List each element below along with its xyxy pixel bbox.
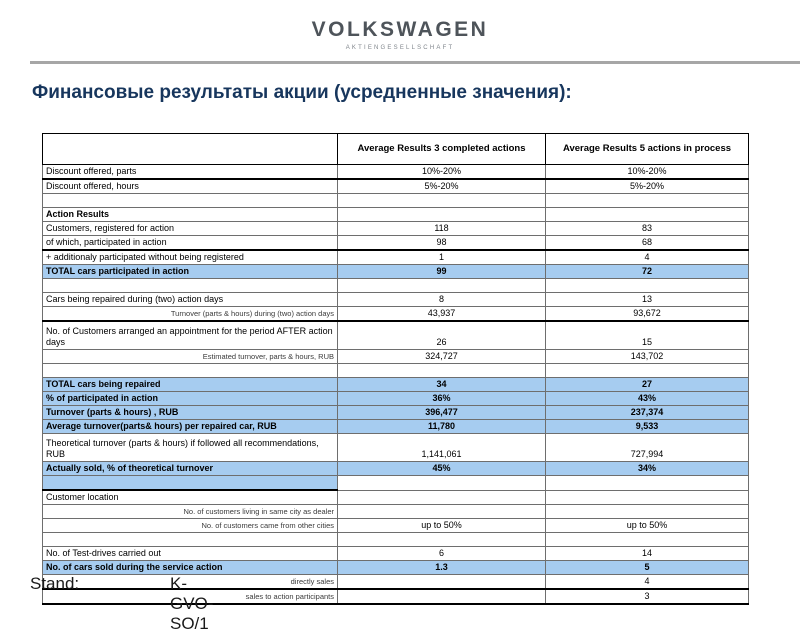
row-value-cell: 118 bbox=[338, 222, 546, 236]
row-value-cell bbox=[338, 490, 546, 505]
row-label-cell: Discount offered, hours bbox=[43, 179, 338, 194]
table-row bbox=[43, 575, 749, 590]
row-label-cell: Customers, registered for action bbox=[43, 222, 338, 236]
volkswagen-logo bbox=[0, 18, 800, 51]
row-value-cell: 43% bbox=[546, 392, 749, 406]
row-label-cell: Action Results bbox=[43, 208, 338, 222]
row-value-cell: 5 bbox=[546, 561, 749, 575]
row-value-cell bbox=[338, 208, 546, 222]
row-value-cell: 15 bbox=[546, 321, 749, 350]
page-title: Финансовые результаты акции (усредненные значения): bbox=[32, 82, 572, 103]
row-label-cell: Turnover (parts & hours) , RUB bbox=[43, 406, 338, 420]
footer bbox=[30, 574, 214, 633]
row-value-cell bbox=[338, 575, 546, 590]
row-label-cell: Average turnover(parts& hours) per repaired car, RUB bbox=[43, 420, 338, 434]
row-value-cell: 10%-20% bbox=[546, 165, 749, 180]
row-label-cell: Discount offered, parts bbox=[43, 165, 338, 180]
row-value-cell: 34% bbox=[546, 462, 749, 476]
table-row bbox=[43, 293, 749, 307]
row-label-cell: Estimated turnover, parts & hours, RUB bbox=[43, 350, 338, 364]
table-row bbox=[43, 265, 749, 279]
row-value-cell: 1 bbox=[338, 250, 546, 265]
row-value-cell bbox=[546, 476, 749, 491]
row-value-cell: 4 bbox=[546, 575, 749, 590]
row-value-cell: 83 bbox=[546, 222, 749, 236]
table-row bbox=[43, 236, 749, 251]
row-label-cell: Actually sold, % of theoretical turnover bbox=[43, 462, 338, 476]
table-row bbox=[43, 307, 749, 322]
footer-org-code: K-GVO-SO/1 bbox=[170, 574, 214, 633]
row-value-cell: up to 50% bbox=[338, 519, 546, 533]
row-value-cell: 9,533 bbox=[546, 420, 749, 434]
row-label-cell: sales to action participants bbox=[43, 589, 338, 604]
header-blank-cell bbox=[43, 134, 338, 165]
table-row bbox=[43, 279, 749, 293]
row-value-cell: 324,727 bbox=[338, 350, 546, 364]
table-row bbox=[43, 222, 749, 236]
row-label-cell: No. of Test-drives carried out bbox=[43, 547, 338, 561]
row-label-cell bbox=[43, 279, 338, 293]
header-col-in-process: Average Results 5 actions in process bbox=[546, 134, 749, 165]
row-label-cell: Customer location bbox=[43, 490, 338, 505]
results-table-body bbox=[43, 165, 749, 605]
row-label-cell: + additionaly participated without being registered bbox=[43, 250, 338, 265]
row-label-cell: of which, participated in action bbox=[43, 236, 338, 251]
row-value-cell bbox=[546, 505, 749, 519]
table-row bbox=[43, 392, 749, 406]
row-label-cell bbox=[43, 194, 338, 208]
row-value-cell bbox=[546, 490, 749, 505]
table-row bbox=[43, 194, 749, 208]
logo-brand-text: VOLKSWAGEN bbox=[311, 18, 489, 41]
table-row bbox=[43, 378, 749, 392]
row-value-cell bbox=[338, 533, 546, 547]
row-value-cell bbox=[546, 533, 749, 547]
row-value-cell: 4 bbox=[546, 250, 749, 265]
row-label-cell: Turnover (parts & hours) during (two) action days bbox=[43, 307, 338, 322]
table-row bbox=[43, 589, 749, 604]
row-value-cell: 36% bbox=[338, 392, 546, 406]
header-divider-line bbox=[30, 61, 800, 64]
row-value-cell bbox=[546, 279, 749, 293]
header-col-completed: Average Results 3 completed actions bbox=[338, 134, 546, 165]
row-value-cell: 143,702 bbox=[546, 350, 749, 364]
row-label-cell: No. of customers living in same city as dealer bbox=[43, 505, 338, 519]
row-label-cell bbox=[43, 476, 338, 491]
row-value-cell bbox=[338, 364, 546, 378]
row-value-cell: 237,374 bbox=[546, 406, 749, 420]
row-label-cell: TOTAL cars participated in action bbox=[43, 265, 338, 279]
table-row bbox=[43, 561, 749, 575]
row-value-cell bbox=[546, 364, 749, 378]
table-row bbox=[43, 250, 749, 265]
table-row bbox=[43, 406, 749, 420]
row-value-cell: 396,477 bbox=[338, 406, 546, 420]
row-value-cell bbox=[338, 279, 546, 293]
table-row bbox=[43, 476, 749, 491]
table-row bbox=[43, 165, 749, 180]
row-value-cell: 5%-20% bbox=[546, 179, 749, 194]
row-label-cell: Theoretical turnover (parts & hours) if followed all recommendations, RUB bbox=[43, 434, 338, 462]
row-value-cell: 68 bbox=[546, 236, 749, 251]
row-label-cell bbox=[43, 533, 338, 547]
row-label-cell: % of participated in action bbox=[43, 392, 338, 406]
results-table bbox=[42, 133, 749, 605]
row-label-cell bbox=[43, 364, 338, 378]
row-value-cell bbox=[546, 194, 749, 208]
row-value-cell: 5%-20% bbox=[338, 179, 546, 194]
table-row bbox=[43, 434, 749, 462]
row-value-cell: 13 bbox=[546, 293, 749, 307]
table-row bbox=[43, 547, 749, 561]
table-row bbox=[43, 364, 749, 378]
row-value-cell bbox=[338, 476, 546, 491]
row-label-cell: TOTAL cars being repaired bbox=[43, 378, 338, 392]
row-value-cell: 11,780 bbox=[338, 420, 546, 434]
row-value-cell: 8 bbox=[338, 293, 546, 307]
row-value-cell: 26 bbox=[338, 321, 546, 350]
table-header-row bbox=[43, 134, 749, 165]
table-row bbox=[43, 490, 749, 505]
row-value-cell bbox=[546, 208, 749, 222]
row-value-cell bbox=[338, 589, 546, 604]
row-value-cell: 1,141,061 bbox=[338, 434, 546, 462]
row-label-cell: No. of cars sold during the service action bbox=[43, 561, 338, 575]
results-table-container bbox=[42, 133, 749, 605]
row-value-cell: up to 50% bbox=[546, 519, 749, 533]
row-value-cell: 93,672 bbox=[546, 307, 749, 322]
table-row bbox=[43, 420, 749, 434]
table-row bbox=[43, 533, 749, 547]
row-label-cell: directly sales bbox=[43, 575, 338, 590]
logo-subtitle-text: AKTIENGESELLSCHAFT bbox=[345, 45, 455, 51]
row-label-cell: No. of Customers arranged an appointment for the period AFTER action days bbox=[43, 321, 338, 350]
row-value-cell bbox=[338, 505, 546, 519]
row-value-cell: 43,937 bbox=[338, 307, 546, 322]
table-row bbox=[43, 321, 749, 350]
row-value-cell: 34 bbox=[338, 378, 546, 392]
table-row bbox=[43, 350, 749, 364]
row-value-cell: 98 bbox=[338, 236, 546, 251]
table-row bbox=[43, 462, 749, 476]
footer-stand-label: Stand: bbox=[30, 574, 80, 593]
table-row bbox=[43, 505, 749, 519]
row-value-cell: 6 bbox=[338, 547, 546, 561]
table-row bbox=[43, 208, 749, 222]
row-value-cell: 14 bbox=[546, 547, 749, 561]
row-value-cell: 45% bbox=[338, 462, 546, 476]
row-value-cell: 27 bbox=[546, 378, 749, 392]
table-row bbox=[43, 519, 749, 533]
row-value-cell: 1.3 bbox=[338, 561, 546, 575]
row-value-cell: 72 bbox=[546, 265, 749, 279]
row-label-cell: Cars being repaired during (two) action days bbox=[43, 293, 338, 307]
row-value-cell: 3 bbox=[546, 589, 749, 604]
table-row bbox=[43, 179, 749, 194]
row-value-cell: 99 bbox=[338, 265, 546, 279]
row-value-cell: 10%-20% bbox=[338, 165, 546, 180]
row-value-cell: 727,994 bbox=[546, 434, 749, 462]
row-label-cell: No. of customers came from other cities bbox=[43, 519, 338, 533]
row-value-cell bbox=[338, 194, 546, 208]
